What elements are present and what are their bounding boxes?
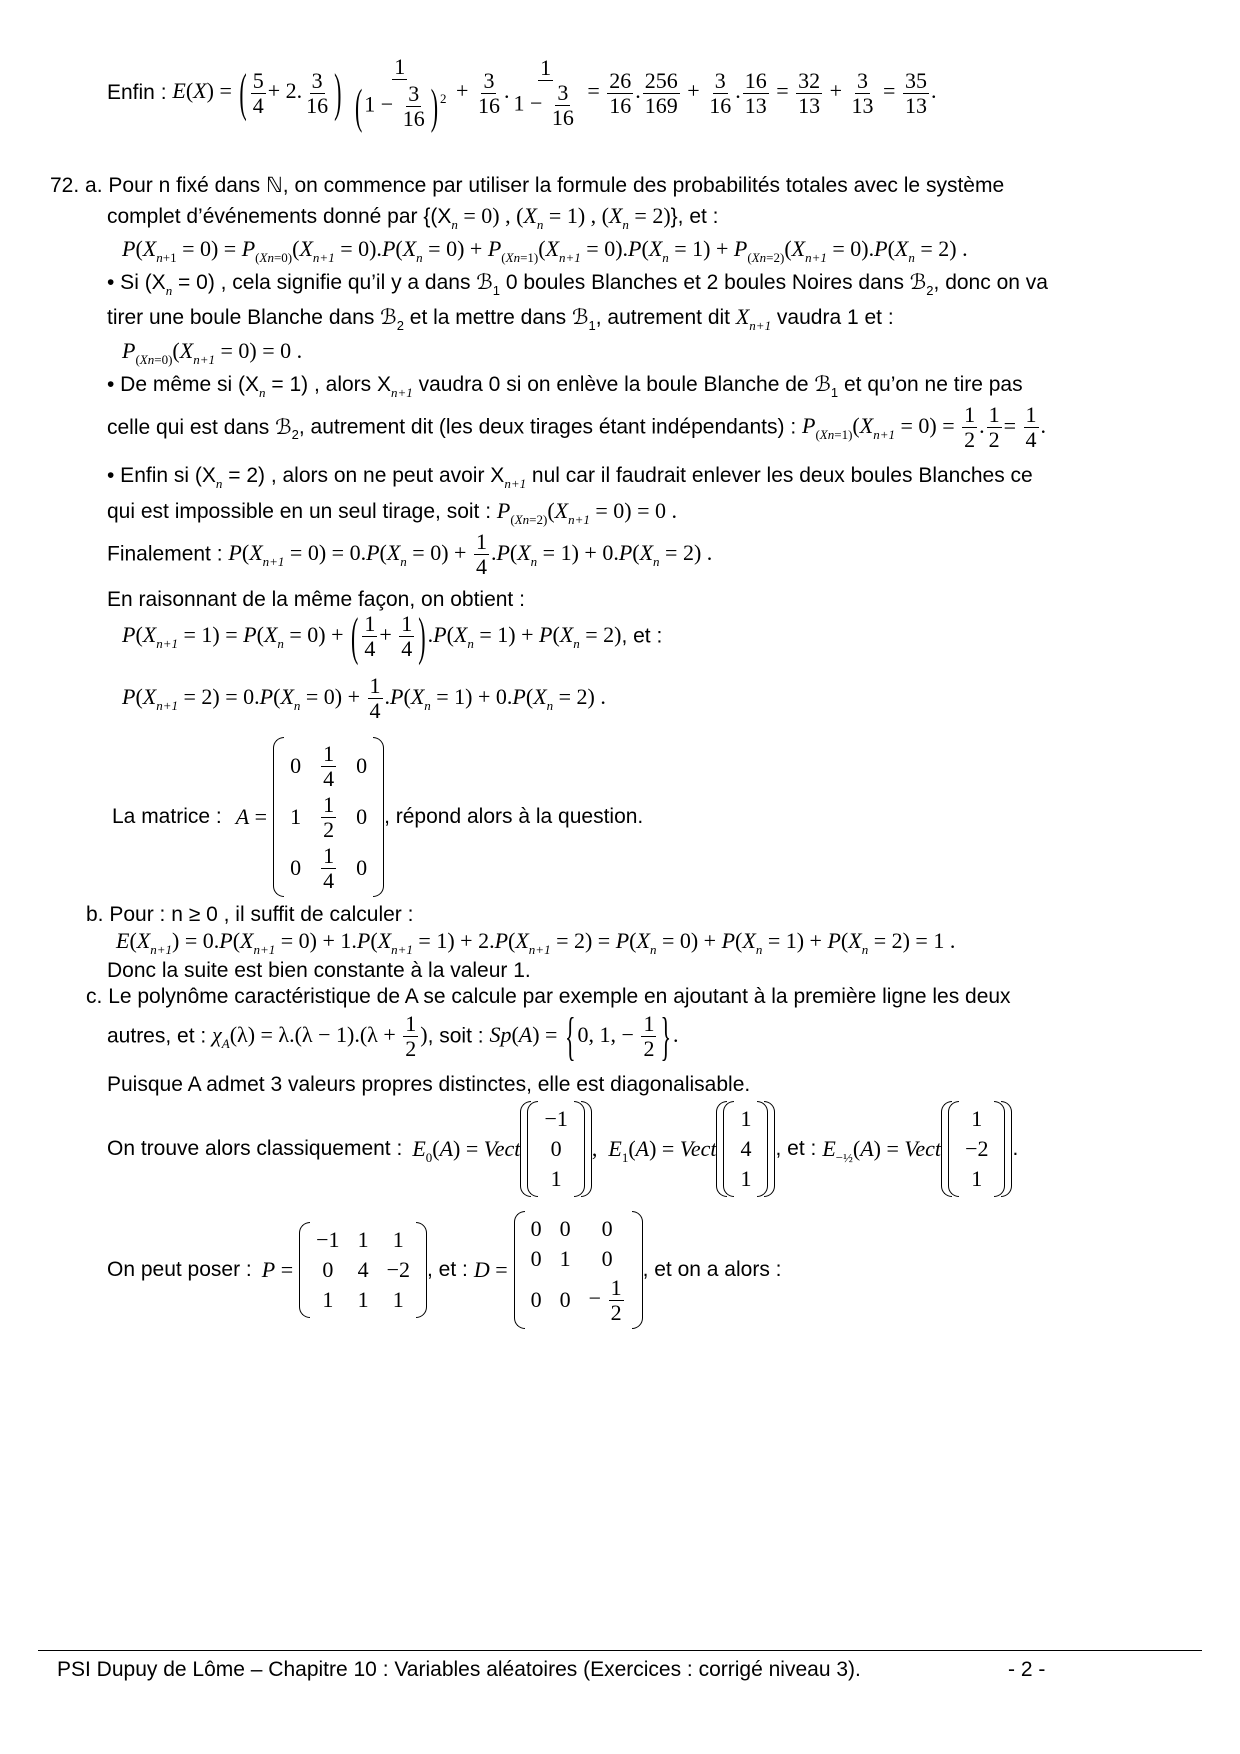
raisonnant-line <box>107 588 525 612</box>
ex72-a-line2: complet d’événements donné par {$(X_n = 0)$ , $(X_n = 1)$ , $(X_n = 2)$}, et : <box>107 203 719 232</box>
footer-page-number: - 2 - <box>1008 1658 1046 1681</box>
ex72-c-diag <box>107 1073 750 1097</box>
vector-Em-cell: 1 <box>971 1166 983 1191</box>
bullet3-text-b: = 2) , alors on ne peut avoir X <box>222 464 505 487</box>
ex72-b-text3: Donc la suite est bien constante à la valeur 1. <box>107 959 531 982</box>
matrix-A <box>273 737 384 897</box>
ex72-c-line2: autres, et : $\chi_A(\lambda) = \lambda.(\lambda - 1).(\lambda$ + $\frac{1}{2}$ ), soit : Sp(A) = {0, 1, − $\frac{1}{2}$ }. <box>107 1005 679 1066</box>
matrix-D-cell: 0 <box>530 1245 542 1271</box>
matrix-P-cell: −2 <box>386 1257 410 1282</box>
ex72-a-label: 72. a. <box>50 174 103 197</box>
enfin-line <box>107 55 936 131</box>
ex72-c-text1: Le polynôme caractéristique de A se calcule par exemple en ajoutant à la première ligne les deux <box>108 985 1011 1008</box>
vector-Em-cell: 1 <box>971 1106 983 1131</box>
bullet2-text-c: vaudra 0 si on enlève la boule Blanche de ℬ <box>412 373 831 396</box>
bullet1-line2-d: vaudra 1 et : <box>771 306 894 329</box>
matrix-A-cell: 0 <box>356 855 368 880</box>
matrix-P-cell: 1 <box>392 1287 404 1312</box>
P-D-line: On peut poser : P = −1 1 1 0 4 −2 1 1 1 , et : D = 0 0 0 0 1 0 0 0 − $\frac{1}{2}$ , et on a alors : <box>107 1210 782 1330</box>
matrix-A-cell: 1 <box>290 804 302 829</box>
enfin-expression: E(X) = ( $\frac{5}{4}$ + 2. $\frac{3}{16}$ ) 1 (1 − $\frac{3}{16}$ ) $^2$ + $\frac{3}{16}$ . 1 1 − $\frac{3}{16}$ = $\frac{26}{16}$ . $\frac{256}{169}$ + $\frac{3}{16}$ . $\frac{16}{13}$ = $\frac{32}{13}$ + $\frac{3}{13}$ = $\frac{35}{13}$ . <box>172 54 937 133</box>
bullet1-text-b: = 0) , cela signifie qu’il y a dans ℬ <box>172 271 493 294</box>
bullet2-text-a: • De même si (X <box>107 373 260 396</box>
ex72-b-line1 <box>86 903 413 927</box>
bullet1-line2-a: tirer une boule Blanche dans ℬ <box>107 306 397 329</box>
footer-rule <box>38 1650 1202 1651</box>
vector-E1-cell: 1 <box>740 1166 752 1191</box>
bullet1-line2: tirer une boule Blanche dans ℬ$_2$ et la mettre dans ℬ$_1$, autrement dit $X_{n+1}$ vaudra 1 et : <box>107 304 894 333</box>
matrix-D-cell: − $\frac{1}{2}$ <box>588 1274 622 1325</box>
bullet2-line2-a: celle qui est dans ℬ <box>107 416 292 439</box>
matrix-A-cell: $\frac{1}{4}$ <box>323 842 335 893</box>
et-text-1: , et : <box>621 624 663 648</box>
matrix-P-cell: 1 <box>357 1287 369 1312</box>
bullet2-line2-b: , autrement dit (les deux tirages étant indépendants) : <box>298 415 797 439</box>
ex72-c-trouve: On trouve alors classiquement : <box>107 1137 403 1160</box>
bullet1-formula: $P_{(Xn=0)}(X_{n+1} = 0) = 0$ . <box>122 338 303 367</box>
matrix-D-cell: 1 <box>559 1245 571 1271</box>
matrix-P-cell: −1 <box>316 1227 340 1252</box>
bullet3-text-a: • Enfin si (X <box>107 464 216 487</box>
matrix-P-cell: 4 <box>357 1257 369 1282</box>
raisonnant-text: En raisonnant de la même façon, on obtient : <box>107 588 525 611</box>
matrix-D-cell: 0 <box>601 1215 613 1241</box>
footer-left: PSI Dupuy de Lôme – Chapitre 10 : Variables aléatoires (Exercices : corrigé niveau 3). <box>57 1658 861 1681</box>
enfin-label: Enfin : <box>107 81 167 104</box>
matrix-A-cell: $\frac{1}{2}$ <box>323 791 335 842</box>
matrice-end-text: , répond alors à la question. <box>384 805 644 828</box>
bullet1-line1: • Si $(X_n = 0)$ , cela signifie qu’il y a dans ℬ$_1$ 0 boules Blanches et 2 boules Noires dans ℬ$_2$, donc on va <box>107 271 1048 298</box>
matrix-A-cell: 0 <box>356 804 368 829</box>
ex72-c-text2: autres, et : <box>107 1024 207 1048</box>
finalement-label: Finalement : <box>107 542 223 566</box>
formula-Xn1-eq2: $P(X_{n+1} = 2) = 0.P(X_n = 0)$ + $\frac{1}{4}$ $.P(X_n = 1) + 0.P(X_n = 2)$ . <box>122 673 606 723</box>
matrix-P-cell: 1 <box>322 1287 334 1312</box>
vector-E1-cell: 4 <box>740 1136 752 1161</box>
matrix-D-cell: 0 <box>601 1245 613 1271</box>
vector-E1-cell: 1 <box>740 1106 752 1131</box>
matrix-A-cell: $\frac{1}{4}$ <box>323 740 335 791</box>
ex72-a-text1: Pour n fixé dans ℕ, on commence par utiliser la formule des probabilités totales avec le système <box>108 174 1005 197</box>
ex72-a-text2-end: }, et : <box>670 205 719 228</box>
matrice-label: La matrice : <box>112 805 222 828</box>
total-prob-formula: $P(X_{n+1} = 0) = P_{(Xn=0)}(X_{n+1} = 0).P(X_n = 0) + P_{(Xn=1)}(X_{n+1} = 0).P(X_n = 1) + P_{(Xn=2)}(X_{n+1} = 0).P(X_n = 2)$ . <box>122 236 968 265</box>
eigenvectors-line: On trouve alors classiquement : $E_0(A)$ = Vect −1 0 1 , $E_1(A)$ = Vect 1 4 1 , et : $E_{-\frac{1}{2}}(A)$ = Vect 1 −2 1 . <box>107 1100 1018 1198</box>
eigenvector-E1 <box>716 1101 775 1197</box>
ex72-c-poser: On peut poser : <box>107 1258 252 1281</box>
bullet2-line2: celle qui est dans ℬ$_2$, autrement dit (les deux tirages étant indépendants) : $P_{(Xn=1)}(X_{n+1} = 0)$ = $\frac{1}{2}$ . $\frac{1}{2}$ = $\frac{1}{4}$ . <box>107 402 1047 452</box>
matrix-D <box>514 1211 643 1329</box>
finalement-line: Finalement : $P(X_{n+1} = 0) = 0.P(X_n = 0)$ + $\frac{1}{4}$ $.P(X_n = 1) + 0.P(X_n = 2)$ . <box>107 529 713 579</box>
matrix-P <box>299 1222 427 1318</box>
matrix-P-cell: 1 <box>392 1227 404 1252</box>
vector-E0-cell: −1 <box>544 1106 568 1131</box>
bullet3-line2: qui est impossible en un seul tirage, soit : $P_{(Xn=2)}(X_{n+1} = 0) = 0$ . <box>107 498 678 527</box>
ex72-c-alors: , et on a alors : <box>642 1258 782 1281</box>
ex72-c-line1 <box>86 985 1011 1009</box>
bullet2-text-d: et qu’on ne tire pas <box>838 373 1023 396</box>
ex72-b-text1: Pour : n ≥ 0 , il suffit de calculer : <box>109 903 414 926</box>
matrix-A-cell: 0 <box>290 753 302 778</box>
bullet2-text-b: = 1) , alors X <box>265 373 392 396</box>
ex72-c-soit: , soit : <box>427 1024 484 1048</box>
matrix-D-cell: 0 <box>559 1287 571 1312</box>
eigenvector-E0 <box>520 1101 591 1197</box>
bullet1-text-a: • Si (X <box>107 271 166 294</box>
bullet3-line1: • Enfin si $(X_n = 2)$ , alors on ne peut avoir $X_{n+1}$ nul car il faudrait enlever les deux boules Blanches ce <box>107 464 1033 491</box>
eigenvector-Em <box>941 1101 1012 1197</box>
vector-E0-cell: 0 <box>550 1136 562 1161</box>
matrix-P-cell: 0 <box>322 1257 334 1282</box>
ex72-c-diag-text: Puisque A admet 3 valeurs propres distinctes, elle est diagonalisable. <box>107 1073 751 1096</box>
vector-Em-cell: −2 <box>965 1136 989 1161</box>
matrix-A-cell: 0 <box>290 855 302 880</box>
matrix-D-cell: 0 <box>530 1215 542 1241</box>
bullet3-text-c: nul car il faudrait enlever les deux boules Blanches ce <box>526 464 1033 487</box>
bullet2-line1: • De même si $(X_n = 1)$ , alors $X_{n+1}$ vaudra 0 si on enlève la boule Blanche de ℬ$_1$ et qu’on ne tire pas <box>107 373 1023 400</box>
bullet1-line2-b: et la mettre dans ℬ <box>403 306 589 329</box>
bullet3-line2-text: qui est impossible en un seul tirage, soit : <box>107 500 492 523</box>
ex72-c-label: c. <box>86 985 103 1008</box>
vector-E0-cell: 1 <box>550 1166 562 1191</box>
matrix-D-cell: 0 <box>530 1287 542 1312</box>
ex72-b-label: b. <box>86 903 104 926</box>
ex72-a-line1 <box>50 173 1004 198</box>
bullet1-text-c: 0 boules Blanches et 2 boules Noires dans ℬ <box>500 271 927 294</box>
ex72-a-text2: complet d’événements donné par {(X <box>107 205 452 228</box>
matrix-D-cell: 0 <box>559 1215 571 1241</box>
ex72-b-formula: $E(X_{n+1}) = 0.P(X_{n+1} = 0) + 1.P(X_{n+1} = 1) + 2.P(X_{n+1} = 2) = P(X_n = 0) + P(X_n = 1) + P(X_n = 2) = 1$ . <box>116 928 956 957</box>
bullet1-line2-c: , autrement dit <box>595 306 736 329</box>
matrix-A-cell: 0 <box>356 753 368 778</box>
ex72-b-line3 <box>107 959 531 983</box>
bullet1-text-d: , donc on va <box>933 271 1048 294</box>
matrix-P-cell: 1 <box>357 1227 369 1252</box>
matrix-A-line: La matrice : A = 0 $\frac{1}{4}$ 0 1 $\frac{1}{2}$ 0 0 $\frac{1}{4}$ 0 , répond alors à la question. <box>112 737 643 897</box>
formula-Xn1-eq1: $P(X_{n+1} = 1) = P(X_n = 0)$ + ( $\frac{1}{4}$ + $\frac{1}{4}$ )$.P(X_n = 1) + P(X_n = 2)$, et : <box>122 605 663 666</box>
